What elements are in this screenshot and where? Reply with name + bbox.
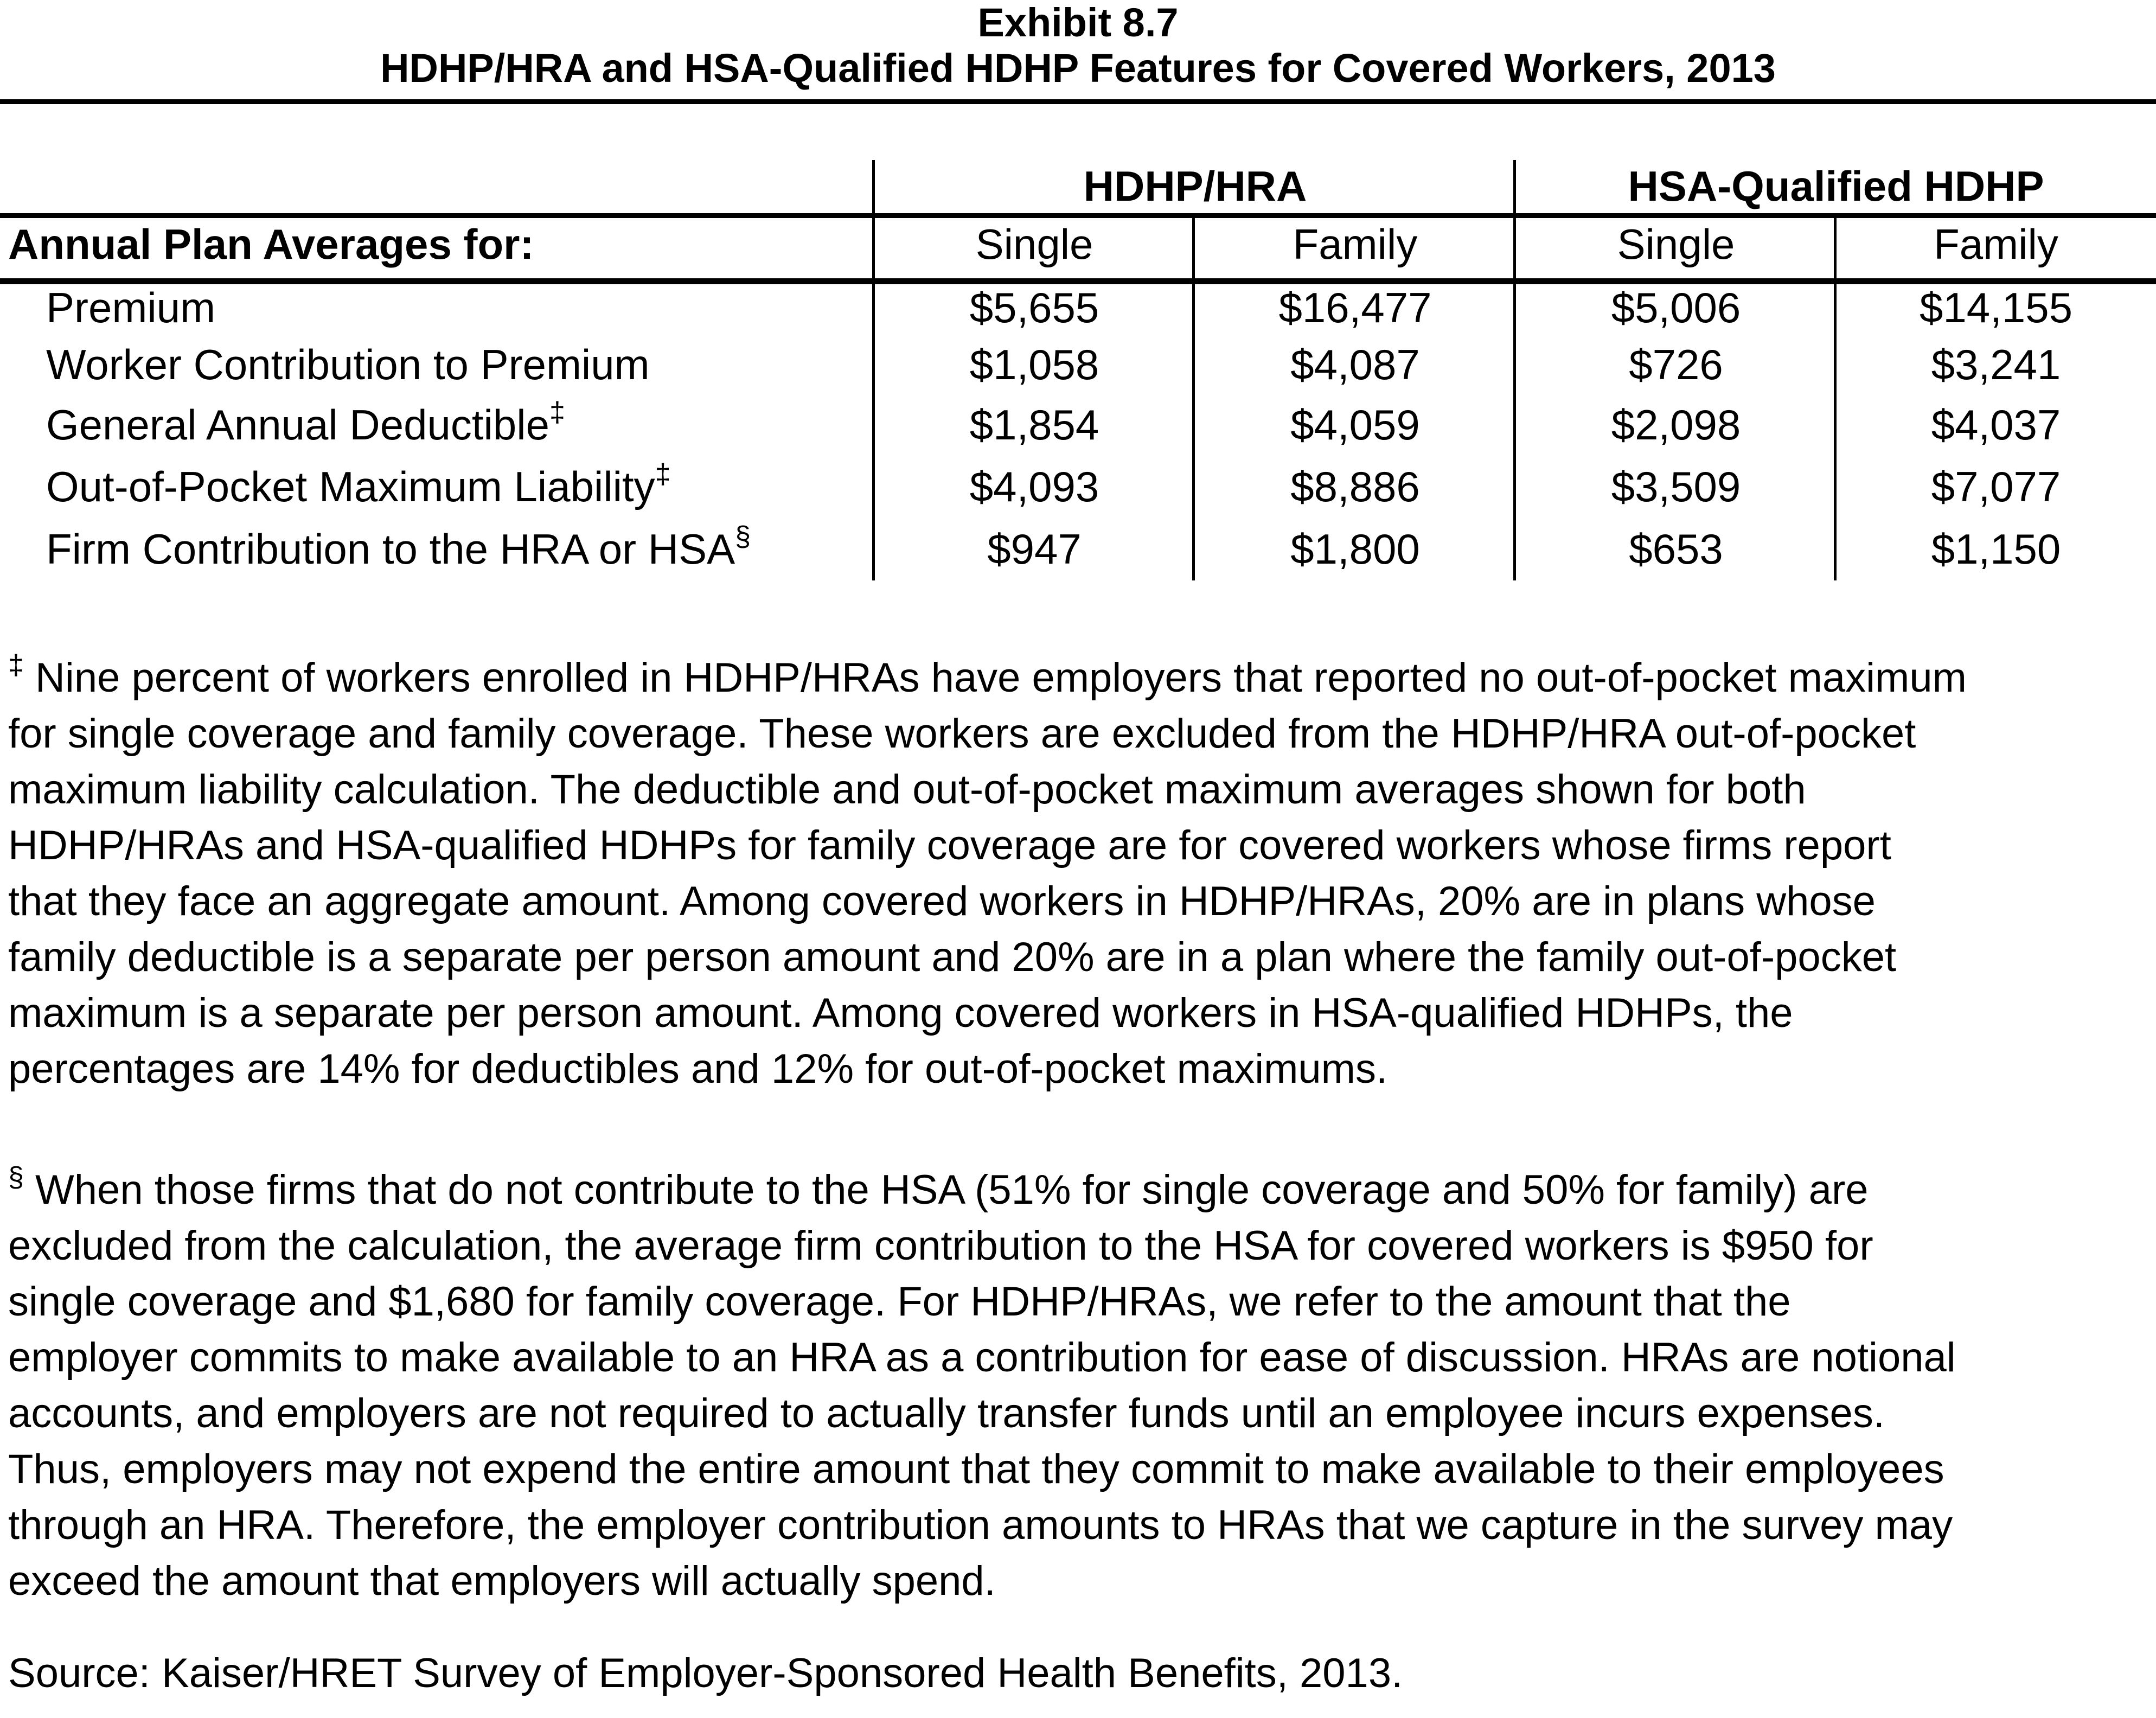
row-label-deductible: General Annual Deductible‡: [46, 397, 565, 449]
exhibit-title: HDHP/HRA and HSA-Qualified HDHP Features for Covered Workers, 2013: [380, 46, 1776, 91]
cell-worker-hra-family: $4,087: [1290, 341, 1420, 388]
footnote-section: [8, 1162, 2145, 1609]
row-label-premium: Premium: [46, 284, 216, 331]
col-header-hsa-family: Family: [1934, 220, 2058, 268]
col-header-hra-family: Family: [1293, 220, 1418, 268]
cell-premium-hra-family: $16,477: [1278, 284, 1432, 331]
footnote-line: for single coverage and family coverage. These workers are excluded from the HDHP/HRA out-of-pocket: [8, 711, 1916, 757]
footnote-line: exceed the amount that employers will actually spend.: [8, 1558, 996, 1604]
group-header-hsa-hdhp: HSA-Qualified HDHP: [1628, 162, 2044, 210]
group-rule: [0, 213, 2156, 218]
cell-firm-hsa-family: $1,150: [1931, 525, 2061, 573]
cell-firm-hra-single: $947: [987, 525, 1082, 573]
footnote-line: single coverage and $1,680 for family coverage. For HDHP/HRAs, we refer to the amount that the: [8, 1279, 1791, 1325]
footnote-double-dagger: [8, 650, 2145, 1097]
footnote-line: maximum liability calculation. The deductible and out-of-pocket maximum averages shown for both: [8, 767, 1806, 813]
cell-worker-hra-single: $1,058: [969, 341, 1099, 388]
footnote-line: HDHP/HRAs and HSA-qualified HDHPs for family coverage are for covered workers whose firms report: [8, 822, 1891, 868]
footnote-line: § When those firms that do not contribute to the HSA (51% for single coverage and 50% for family) are: [8, 1161, 1869, 1213]
footnote-line: maximum is a separate per person amount. Among covered workers in HSA-qualified HDHPs, the: [8, 990, 1793, 1036]
cell-premium-hsa-single: $5,006: [1611, 284, 1741, 331]
cell-oop-hra-family: $8,886: [1290, 463, 1420, 510]
cell-worker-hsa-single: $726: [1629, 341, 1723, 388]
cell-deductible-hra-single: $1,854: [969, 401, 1099, 449]
row-label-oop-max: Out-of-Pocket Maximum Liability‡: [46, 458, 671, 510]
cell-premium-hsa-family: $14,155: [1920, 284, 2072, 331]
exhibit-number: Exhibit 8.7: [977, 0, 1179, 45]
group-header-hdhp-hra: HDHP/HRA: [1083, 162, 1307, 210]
cell-oop-hra-single: $4,093: [969, 463, 1099, 510]
cell-firm-hsa-single: $653: [1629, 525, 1723, 573]
cell-worker-hsa-family: $3,241: [1931, 341, 2061, 388]
footnote-line: percentages are 14% for deductibles and 12% for out-of-pocket maximums.: [8, 1046, 1388, 1092]
cell-deductible-hra-family: $4,059: [1290, 401, 1420, 449]
row-label-firm-contribution: Firm Contribution to the HRA or HSA§: [46, 521, 751, 573]
cell-deductible-hsa-family: $4,037: [1931, 401, 2061, 449]
cell-oop-hsa-single: $3,509: [1611, 463, 1741, 510]
cell-oop-hsa-family: $7,077: [1931, 463, 2061, 510]
footnote-line: ‡ Nine percent of workers enrolled in HDHP/HRAs have employers that reported no out-of-pocket maximum: [8, 649, 1967, 701]
row-header-label: Annual Plan Averages for:: [8, 220, 534, 268]
footnote-mark-double-dagger: ‡: [655, 458, 671, 490]
footnote-line: that they face an aggregate amount. Among covered workers in HDHP/HRAs, 20% are in plans whose: [8, 878, 1876, 924]
footnote-mark-double-dagger: ‡: [549, 397, 565, 428]
cell-deductible-hsa-single: $2,098: [1611, 401, 1741, 449]
exhibit-heading: [0, 0, 2156, 91]
cell-firm-hra-family: $1,800: [1290, 525, 1420, 573]
footnote-line: employer commits to make available to an HRA as a contribution for ease of discussion. HRAs are notional: [8, 1334, 1956, 1381]
footnote-line: through an HRA. Therefore, the employer contribution amounts to HRAs that we capture in the survey may: [8, 1502, 1953, 1548]
footnote-mark-section: §: [8, 1161, 24, 1193]
col-header-hsa-single: Single: [1617, 220, 1735, 268]
col-header-hra-single: Single: [975, 220, 1093, 268]
footnote-line: Thus, employers may not expend the entire amount that they commit to make available to their employees: [8, 1446, 1944, 1492]
footnote-line: accounts, and employers are not required to actually transfer funds until an employee incurs expenses.: [8, 1390, 1885, 1436]
row-label-worker-contribution: Worker Contribution to Premium: [46, 341, 650, 388]
footnote-line: family deductible is a separate per person amount and 20% are in a plan where the family out-of-pocket: [8, 934, 1897, 980]
source-note: Source: Kaiser/HRET Survey of Employer-Sponsored Health Benefits, 2013.: [8, 1650, 1403, 1696]
footnote-mark-double-dagger: ‡: [8, 649, 24, 681]
footnote-mark-section: §: [735, 521, 751, 552]
title-rule: [0, 99, 2156, 104]
cell-premium-hra-single: $5,655: [969, 284, 1099, 331]
footnote-line: excluded from the calculation, the average firm contribution to the HSA for covered workers is $950 for: [8, 1223, 1873, 1269]
